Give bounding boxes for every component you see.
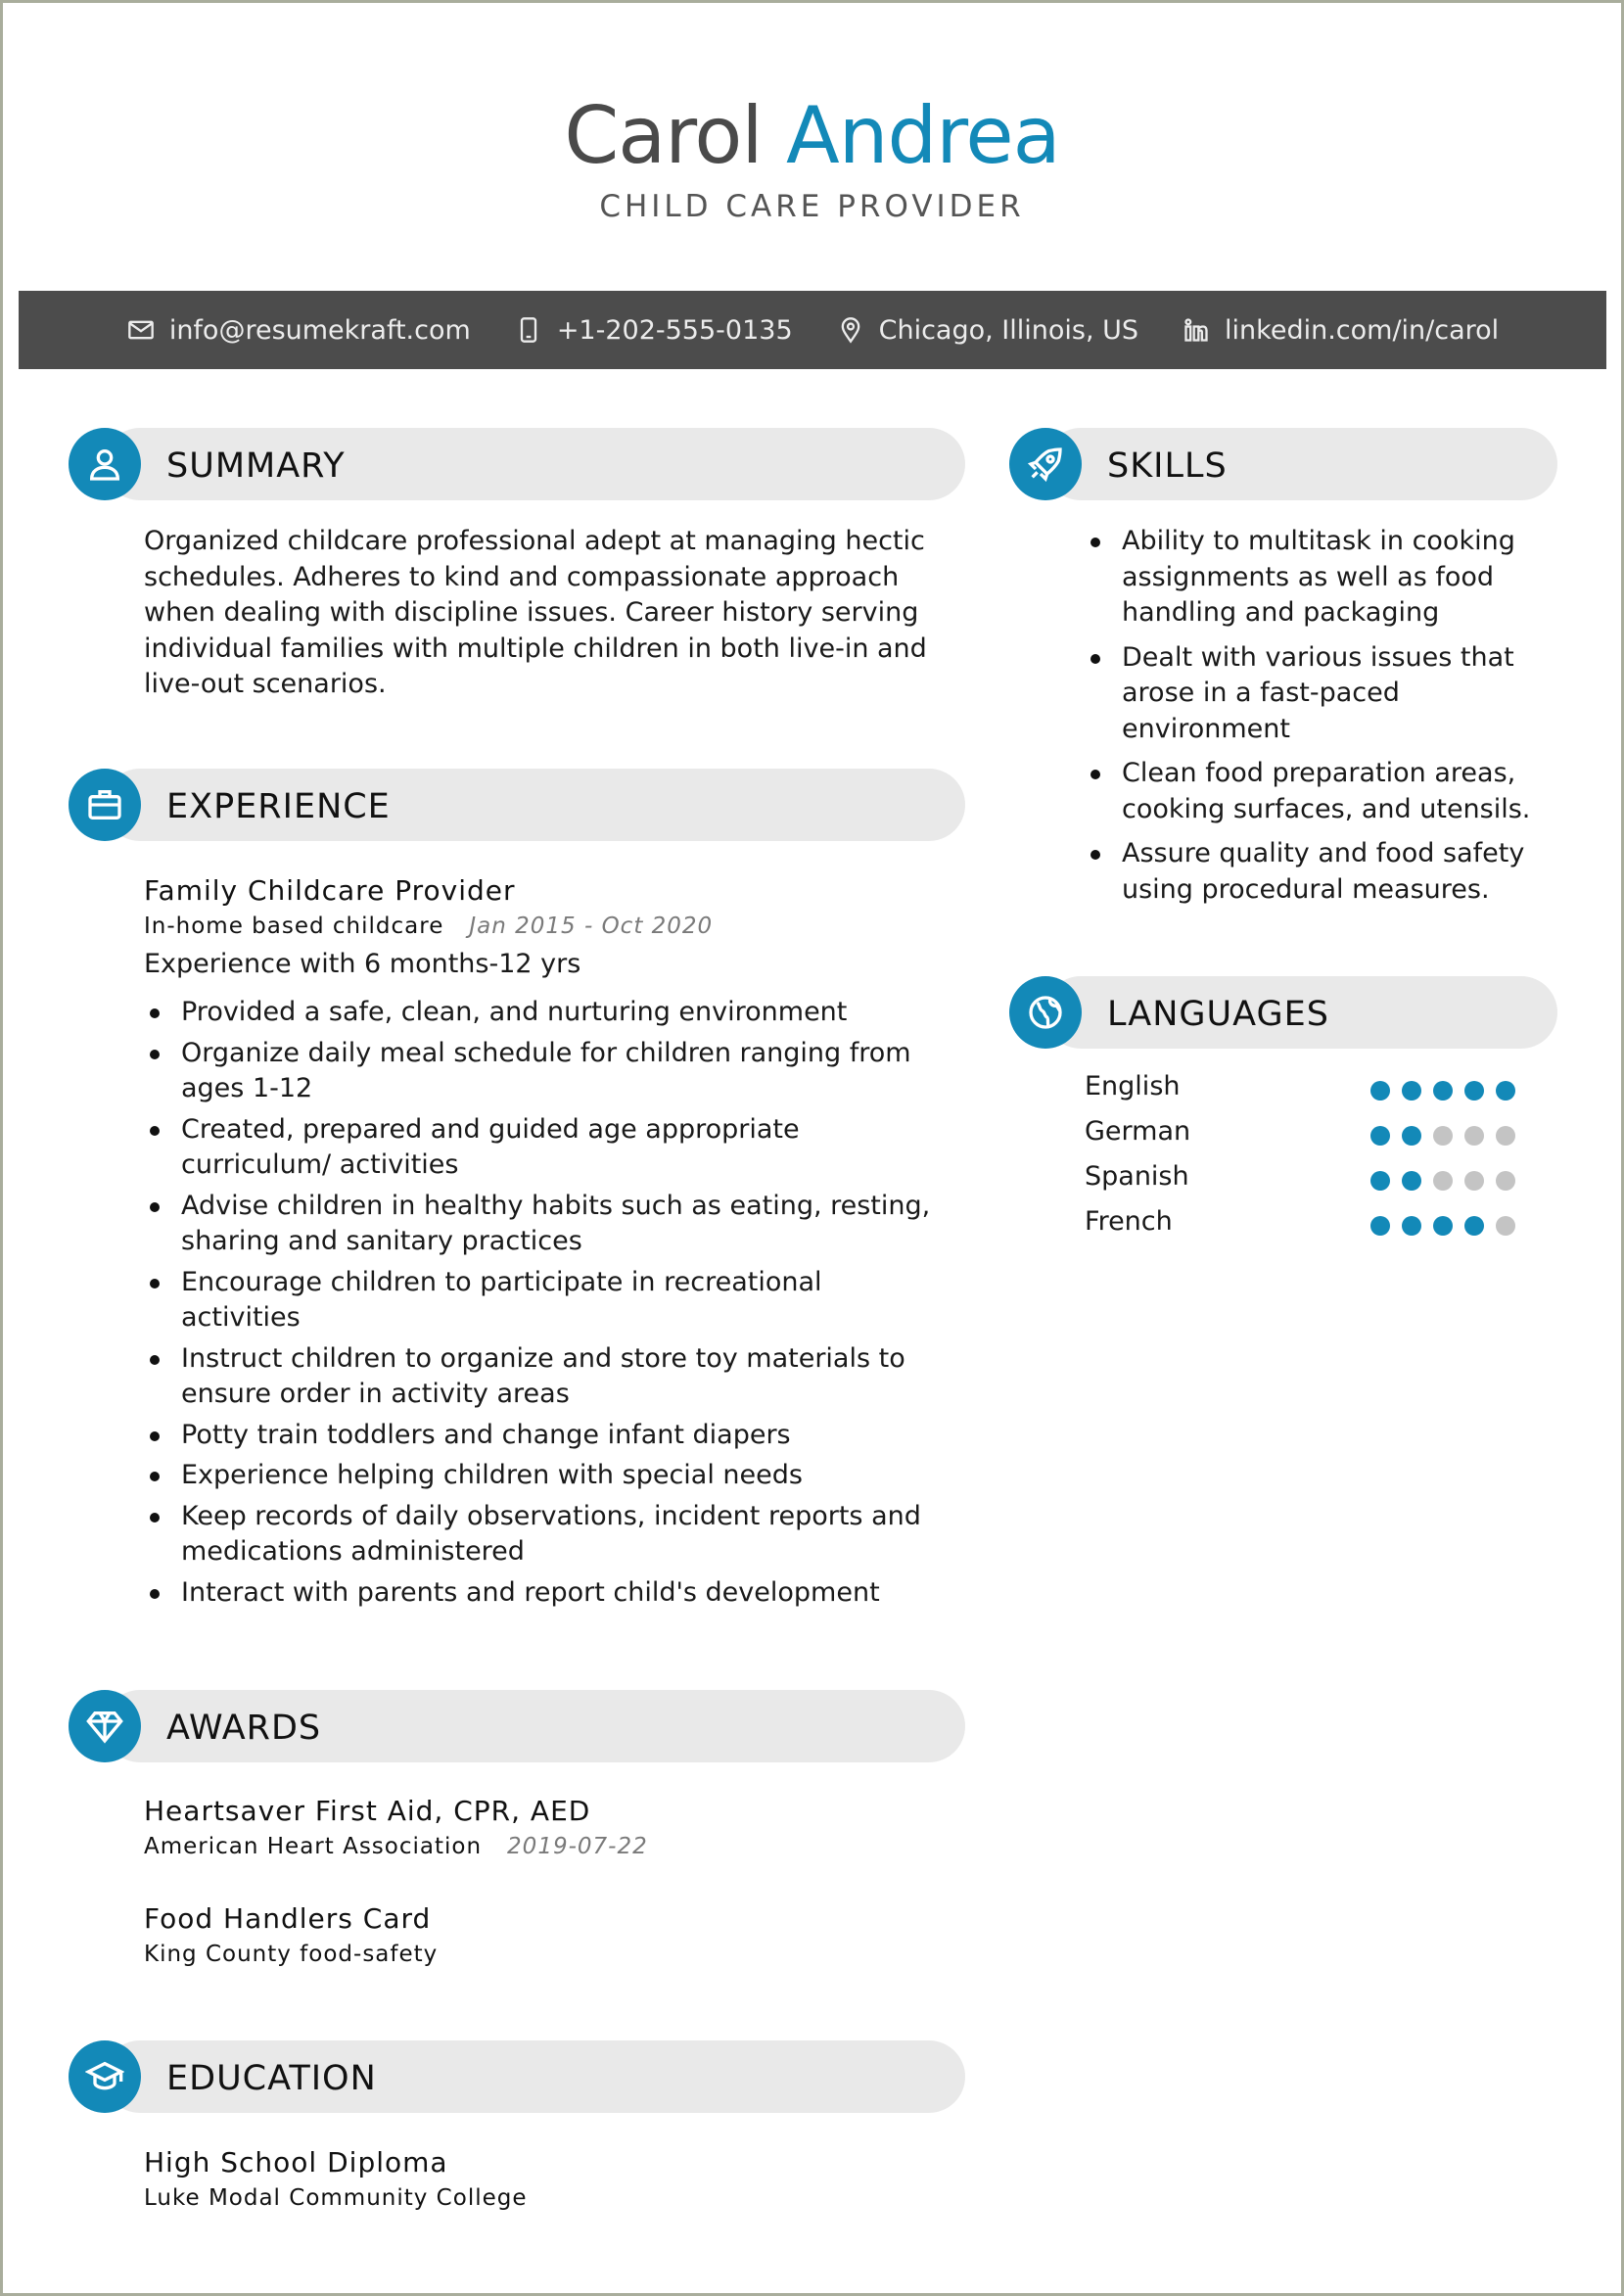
- award-issuer: American Heart Association: [144, 1834, 483, 1859]
- summary-line: schedules. Adheres to kind and compassionate approach: [144, 561, 900, 592]
- contact-linkedin[interactable]: [1182, 315, 1499, 346]
- linkedin-text: linkedin.com/in/carol: [1225, 314, 1500, 346]
- section-title: LANGUAGES: [1107, 995, 1329, 1034]
- list-item: Dealt with various issues that arose in a fast-paced environment: [1085, 640, 1535, 748]
- phone-text: +1-202-555-0135: [556, 314, 793, 346]
- rating-dot-filled: [1402, 1171, 1421, 1191]
- list-item: Keep records of daily observations, incident reports and medications administered: [144, 1499, 947, 1570]
- list-item: Encourage children to participate in recreational activities: [144, 1265, 947, 1336]
- language-name: English: [1085, 1071, 1181, 1101]
- experience-header: [69, 769, 965, 841]
- rating-dot-filled: [1464, 1081, 1484, 1101]
- job-title: Family Childcare Provider: [144, 874, 516, 907]
- rating-dot-empty: [1496, 1126, 1515, 1146]
- award-issuer-line: [144, 1834, 648, 1859]
- rating-dot-empty: [1433, 1126, 1453, 1146]
- contact-bar: [19, 291, 1606, 369]
- rating-dot-empty: [1464, 1126, 1484, 1146]
- language-name: German: [1085, 1116, 1191, 1147]
- summary-line: Organized childcare professional adept at managing hectic: [144, 526, 925, 556]
- rating-dot-filled: [1370, 1126, 1390, 1146]
- section-title: SUMMARY: [166, 446, 346, 486]
- rating-dot-filled: [1433, 1081, 1453, 1101]
- email-text: info@resumekraft.com: [168, 314, 471, 346]
- list-item: Provided a safe, clean, and nurturing environment: [144, 995, 947, 1031]
- location-text: Chicago, Illinois, US: [878, 314, 1139, 346]
- envelope-icon: [126, 315, 156, 345]
- award-title: Heartsaver First Aid, CPR, AED: [144, 1795, 591, 1827]
- rating-dot-filled: [1464, 1216, 1484, 1236]
- summary-line: live-out scenarios.: [144, 669, 387, 699]
- linkedin-icon: [1182, 315, 1211, 345]
- rating-dot-filled: [1402, 1081, 1421, 1101]
- globe-icon: [1009, 976, 1082, 1049]
- summary-line: when dealing with discipline issues. Career history serving: [144, 597, 919, 628]
- candidate-name: [3, 89, 1621, 183]
- contact-phone[interactable]: [514, 315, 793, 346]
- list-item: Created, prepared and guided age appropriate curriculum/ activities: [144, 1112, 947, 1184]
- rating-dot-filled: [1496, 1081, 1515, 1101]
- award-title: Food Handlers Card: [144, 1902, 432, 1935]
- user-icon: [69, 428, 141, 500]
- last-name: Andrea: [786, 90, 1060, 181]
- rating-dot-filled: [1402, 1216, 1421, 1236]
- list-item: Assure quality and food safety using procedural measures.: [1085, 836, 1535, 908]
- section-title: SKILLS: [1107, 446, 1228, 486]
- language-rating: [1370, 1081, 1527, 1101]
- resume-page: [3, 3, 1621, 2293]
- summary-text: [144, 524, 947, 703]
- language-row: [1085, 1071, 1515, 1110]
- rating-dot-empty: [1496, 1171, 1515, 1191]
- rating-dot-filled: [1370, 1216, 1390, 1236]
- list-item: Potty train toddlers and change infant diapers: [144, 1418, 947, 1454]
- language-name: French: [1085, 1206, 1173, 1237]
- first-name: Carol: [564, 90, 763, 181]
- graduation-cap-icon: [69, 2040, 141, 2113]
- skills-list: [1085, 524, 1535, 916]
- list-item: Clean food preparation areas, cooking surfaces, and utensils.: [1085, 756, 1535, 827]
- rating-dot-filled: [1370, 1081, 1390, 1101]
- education-header: [69, 2040, 965, 2113]
- summary-line: individual families with multiple children in both live-in and: [144, 633, 927, 664]
- list-item: Ability to multitask in cooking assignments as well as food handling and packaging: [1085, 524, 1535, 632]
- section-title: EXPERIENCE: [166, 787, 391, 826]
- language-row: [1085, 1116, 1515, 1155]
- employer: In-home based childcare: [144, 914, 444, 939]
- list-item: Organize daily meal schedule for children ranging from ages 1-12: [144, 1036, 947, 1107]
- diamond-icon: [69, 1690, 141, 1762]
- rating-dot-filled: [1370, 1171, 1390, 1191]
- job-headline: CHILD CARE PROVIDER: [599, 189, 1025, 224]
- experience-bullets: [144, 995, 947, 1616]
- language-rating: [1370, 1126, 1527, 1146]
- languages-header: [1009, 976, 1557, 1049]
- language-row: [1085, 1206, 1515, 1245]
- rating-dot-empty: [1433, 1171, 1453, 1191]
- job-dates: Jan 2015 - Oct 2020: [469, 914, 714, 939]
- experience-note: Experience with 6 months-12 yrs: [144, 949, 581, 979]
- employer-line: [144, 914, 713, 939]
- rating-dot-empty: [1496, 1216, 1515, 1236]
- language-rating: [1370, 1171, 1527, 1191]
- phone-icon: [514, 315, 543, 345]
- section-title: AWARDS: [166, 1709, 322, 1748]
- section-title: EDUCATION: [166, 2059, 377, 2098]
- list-item: Interact with parents and report child's development: [144, 1575, 947, 1612]
- language-name: Spanish: [1085, 1161, 1189, 1192]
- language-row: [1085, 1161, 1515, 1200]
- school: Luke Modal Community College: [144, 2185, 528, 2211]
- contact-location: [836, 315, 1138, 346]
- award-issuer: King County food-safety: [144, 1942, 439, 1967]
- map-pin-icon: [836, 315, 865, 345]
- rocket-icon: [1009, 428, 1082, 500]
- briefcase-icon: [69, 769, 141, 841]
- skills-header: [1009, 428, 1557, 500]
- contact-email[interactable]: [126, 315, 471, 346]
- degree: High School Diploma: [144, 2146, 448, 2179]
- rating-dot-filled: [1433, 1216, 1453, 1236]
- award-date: 2019-07-22: [507, 1834, 648, 1859]
- language-rating: [1370, 1216, 1527, 1236]
- rating-dot-empty: [1464, 1171, 1484, 1191]
- summary-header: [69, 428, 965, 500]
- awards-header: [69, 1690, 965, 1762]
- rating-dot-filled: [1402, 1126, 1421, 1146]
- list-item: Instruct children to organize and store toy materials to ensure order in activity areas: [144, 1341, 947, 1413]
- list-item: Experience helping children with special needs: [144, 1458, 947, 1494]
- list-item: Advise children in healthy habits such as eating, resting, sharing and sanitary practices: [144, 1189, 947, 1260]
